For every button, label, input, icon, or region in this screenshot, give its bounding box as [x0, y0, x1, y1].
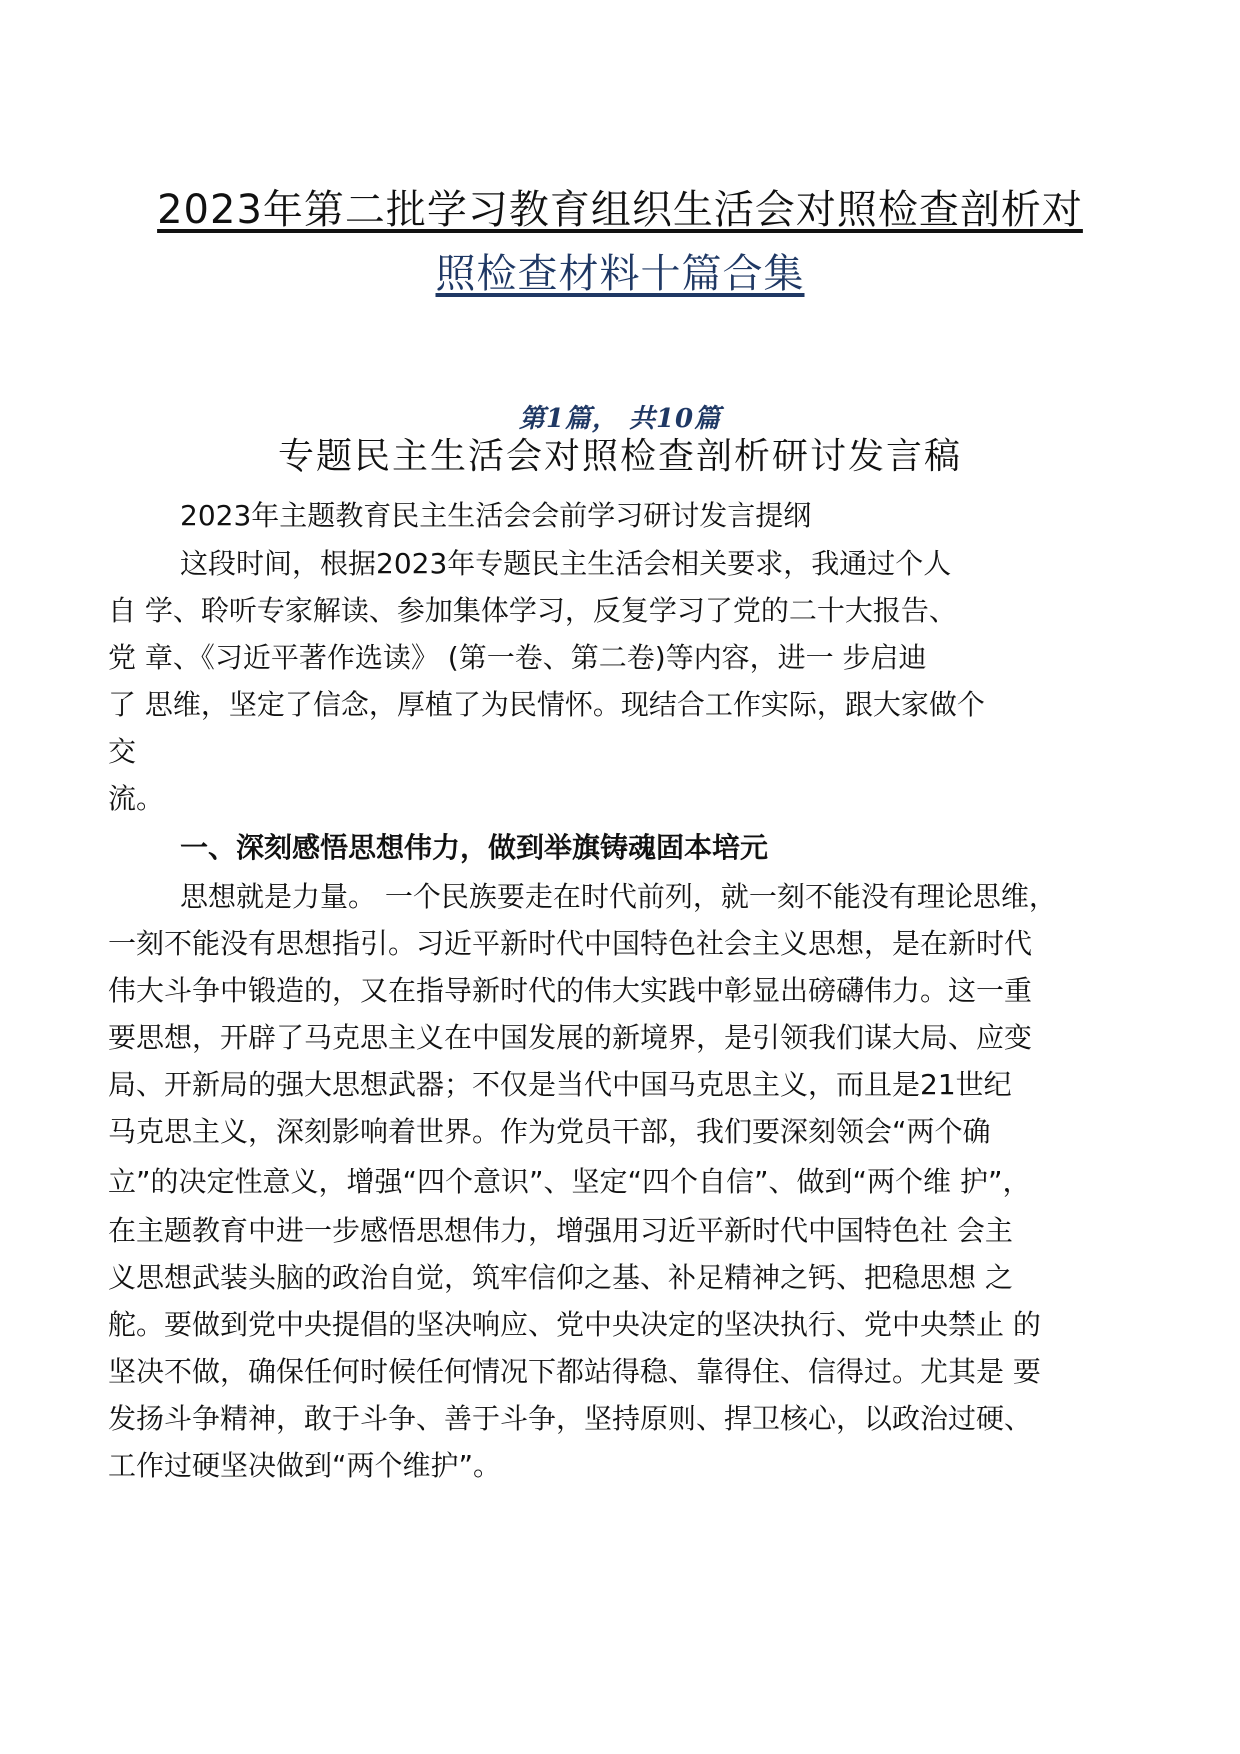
section-title: 专题民主生活会对照检查剖析研讨发言稿 — [277, 436, 962, 477]
intro-line: 这段时间，根据2023年专题民主生活会相关要求，我通过个人 — [180, 547, 952, 580]
body-line: 工作过硬坚决做到“两个维护”。 — [108, 1449, 502, 1482]
intro-line: 自 学、聆听专家解读、参加集体学习，反复学习了党的二十大报告、 — [108, 594, 957, 627]
body-line: 局、开新局的强大思想武器；不仅是当代中国马克思主义，而且是21世纪 — [108, 1068, 1012, 1101]
part-label: 第1篇， 共10篇 — [518, 404, 722, 434]
body-line: 马克思主义，深刻影响着世界。作为党员干部，我们要深刻领会“两个确 — [108, 1115, 991, 1148]
intro-line: 交 — [108, 735, 137, 768]
body-line: 伟大斗争中锻造的，又在指导新时代的伟大实践中彰显出磅礴伟力。这一重 — [108, 974, 1033, 1007]
body-line: 坚决不做，确保任何时候任何情况下都站得稳、靠得住、信得过。尤其是 要 — [108, 1355, 1041, 1388]
section-heading: 一、深刻感悟思想伟力，做到举旗铸魂固本培元 — [180, 831, 769, 864]
intro-line: 了 思维，坚定了信念，厚植了为民情怀。现结合工作实际，跟大家做个 — [108, 688, 985, 721]
document-title-line-1: 2023年第二批学习教育组织生活会对照检查剖析对 — [157, 187, 1083, 233]
intro-line: 流。 — [108, 782, 165, 815]
body-line: 义思想武装头脑的政治自觉，筑牢信仰之基、补足精神之钙、把稳思想 之 — [108, 1261, 1013, 1294]
body-line: 思想就是力量。 一个民族要走在时代前列，就一刻不能没有理论思维， — [180, 880, 1057, 913]
body-line: 在主题教育中进一步感悟思想伟力，增强用习近平新时代中国特色社 会主 — [108, 1214, 1013, 1247]
body-line: 舵。要做到党中央提倡的坚决响应、党中央决定的坚决执行、党中央禁止 的 — [108, 1308, 1041, 1341]
body-line: 一刻不能没有思想指引。习近平新时代中国特色社会主义思想，是在新时代 — [108, 927, 1033, 960]
body-line: 要思想，开辟了马克思主义在中国发展的新境界，是引领我们谋大局、应变 — [108, 1021, 1033, 1054]
body-line: 立”的决定性意义，增强“四个意识”、坚定“四个自信”、做到“两个维 护”， — [108, 1165, 1031, 1198]
intro-line: 党 章、《习近平著作选读》 (第一卷、第二卷)等内容，进一 步启迪 — [108, 641, 927, 674]
subtitle-line: 2023年主题教育民主生活会会前学习研讨发言提纲 — [180, 499, 812, 532]
body-line: 发扬斗争精神，敢于斗争、善于斗争，坚持原则、捍卫核心，以政治过硬、 — [108, 1402, 1033, 1435]
document-title-line-2: 照检查材料十篇合集 — [435, 251, 805, 297]
